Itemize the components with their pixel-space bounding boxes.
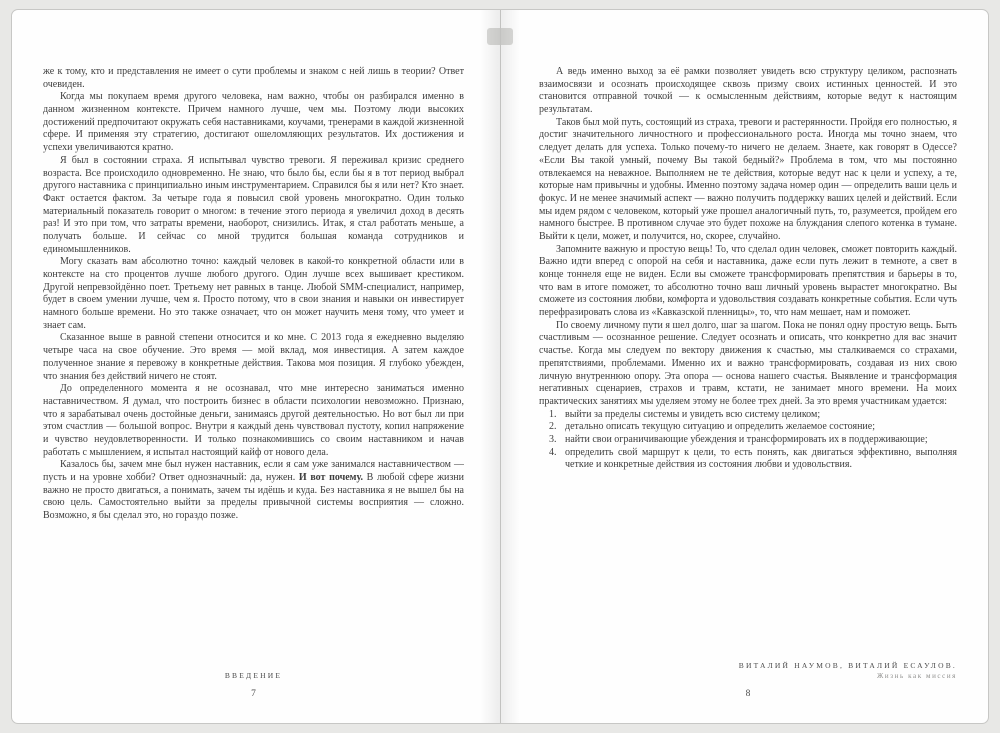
text-run: До определенного момента я не осознавал, что мне интересно заниматься именно наставничеством. Я думал, что построить бизнес в области психологии невозможно. Признаю, что я зарабатывал очень достойные деньги, занимаясь другой деятельностью. Но вот был ли при этом счастлив — большой вопрос. Внутри я каждый день чувствовал пустоту, копил напряжение и чувство неудовлетворенности. И только познакомившись со своим наставником и начав работать с мышлением, я испытал настоящий кайф от нового дела.: [43, 383, 464, 458]
text-run: Могу сказать вам абсолютно точно: каждый человек в какой-то конкретной области или в контексте на сто процентов лучше любого другого. Один лучше всех вышивает крестиком. Другой непревзойдённо поет. Третьему нет равных в танце. Любой SMM-специалист, например, будет в своем умении лучше, чем я. Просто потому, что в свои знания и навыки он инвестирует намного больше времени. Но это также означает, что он может научить меня тому, что умеет и знает сам.: [43, 256, 464, 331]
right-text-column: [539, 66, 957, 666]
list-item-text: найти свои ограничивающие убеждения и трансформировать их в поддерживающие;: [565, 433, 928, 445]
paragraph: [43, 459, 464, 522]
bold-text-run: И вот почему.: [298, 472, 363, 483]
book-spread: [11, 9, 989, 724]
text-run: Когда мы покупаем время другого человека, нам важно, чтобы он разбирался именно в данном жизненном контексте. Причем намного лучше, чем мы. Поэтому люди высоких достижений предпочитают окружать себя наставниками, коучами, тренерами в каждой жизненной сфере. И применяя эту стратегию, достигают ошеломляющих результатов. Их достижения и успехи увеличиваются кратно.: [43, 91, 464, 154]
paragraph: [539, 66, 957, 117]
list-item: [549, 421, 957, 434]
left-text-column: [43, 66, 464, 666]
paragraph: [43, 91, 464, 154]
text-run: А ведь именно выход за её рамки позволяет увидеть всю структуру целиком, распознать взаимосвязи и осознать происходящее сквозь призму своих истинных ценностей. И это становится отправной точкой — к осмысленным действиям, которые ведут к настоящим результатам.: [539, 66, 957, 116]
paragraph: [539, 244, 957, 320]
text-run: Сказанное выше в равной степени относится и ко мне. С 2013 года я ежедневно выделяю четыре часа на свое обучение. Это время — мой вклад, моя инвестиция. А затем каждое полученное знание я перевожу в конкретные действия. Такова моя позиция. Я глубоко убежден, что знания без действий ничего не стоят.: [43, 332, 464, 382]
right-page-number: 8: [745, 689, 751, 699]
numbered-list: [539, 409, 957, 472]
text-run: В любой сфере жизни важно не просто двигаться, а понимать, зачем ты идёшь и куда. Без наставника я не вышел бы на свою цель. Самостоятельно выйти за пределы привычной системы восприятия — сложно. Возможно, я бы сделал это, но гораздо позже.: [43, 472, 464, 522]
paragraph: [43, 383, 464, 459]
list-item-number: 4.: [549, 446, 557, 458]
text-run: Запомните важную и простую вещь! То, что сделал один человек, сможет повторить каждый. Важно идти вперед с опорой на себя и наставника, даже если путь лежит в темноте, а свет в конце тоннеля еще не виден. Если вы сможете трансформировать препятствия и барьеры в то, что вам в итоге поможет, то абсолютно точно ваш личный уровень вырастет многократно. Вы сможете из состояния любви, комфорта и удовольствия создавать конкретные события. Если чуть перефразировать слова из «Кавказской пленницы», то, что нам мешает, нам и поможет.: [539, 243, 957, 319]
text-run: Казалось бы, зачем мне был нужен наставник, если я сам уже занимался наставничеством — пусть и на уровне хобби? Ответ однозначный: да, нужен.: [43, 459, 464, 483]
text-run: же к тому, кто и представления не имеет о сути проблемы и знаком с ней лишь в теории? Ответ очевиден.: [43, 66, 464, 90]
paragraph: [539, 320, 957, 409]
list-item-text: детально описать текущую ситуацию и определить желаемое состояние;: [565, 421, 875, 433]
list-item: [549, 434, 957, 447]
paragraph: [43, 66, 464, 91]
paragraph: [43, 256, 464, 332]
page-left: [12, 10, 501, 723]
page-right: [499, 10, 988, 723]
list-item-number: 3.: [549, 433, 557, 445]
book-title-running-head: Жизнь как миссия: [877, 672, 957, 680]
paragraph: [43, 332, 464, 383]
authors-running-head: ВИТАЛИЙ НАУМОВ, ВИТАЛИЙ ЕСАУЛОВ.: [738, 661, 957, 670]
left-page-number: 7: [251, 689, 256, 699]
chapter-running-head: ВВЕДЕНИЕ: [224, 671, 283, 680]
list-item-text: выйти за пределы системы и увидеть всю систему целиком;: [565, 408, 821, 420]
list-item: [549, 409, 957, 422]
paragraph: [539, 117, 957, 244]
list-item: [549, 447, 957, 472]
list-item-text: определить свой маршрут к цели, то есть понять, как двигаться эффективно, выполняя четкие и конкретные действия из состояния любви и удовольствия.: [565, 446, 957, 471]
right-page-footer: [539, 661, 957, 699]
list-item-number: 1.: [549, 408, 557, 420]
text-run: Я был в состоянии страха. Я испытывал чувство тревоги. Я переживал кризис среднего возраста. Все происходило одновременно. Не знаю, что было бы, если бы я в тот период выбрал другого наставника с принципиально иным инструментарием. Справился бы я или нет? Кто знает. Факт остается фактом. За четыре года я повысил свой уровень многократно. Один только материальный показатель говорит о многом: в течение этого периода я увеличил доход в десять раз! И это при том, что затраты времени, наоборот, снизились. Итак, я стал работать меньше, а получать больше. И сейчас со мной трудится большая команда сотрудников и единомышленников.: [43, 154, 464, 255]
left-page-footer: [43, 671, 464, 699]
paragraph: [43, 155, 464, 257]
list-item-number: 2.: [549, 421, 557, 433]
text-run: Таков был мой путь, состоящий из страха, тревоги и растерянности. Пройдя его полностью, я достиг значительного личностного и профессионального роста. Иногда мы точно знаем, что следует делать для успеха. Только почему-то ничего не делаем. Знаете, как говорят в Одессе? «Если Вы такой умный, почему Вы такой бедный?» Проблема в том, что мы постоянно отвлекаемся на неважное. Выполняем не те действия, которые ведут нас к цели и успеху, а те, которые нам привычны и удобны. Именно поэтому задача номер один — определить ваши цель и фокус. И не менее значимый аспект — важно получить поддержку ваших целей и действий. Если мы идем рядом с человеком, который уже прошел аналогичный путь, то, разумеется, пройдем его намного быстрее. В противном случае это будет похоже на блуждания слепого котенка в тумане. Выйти к цели, может, и получится, но, скорее, случайно.: [539, 116, 957, 242]
text-run: По своему личному пути я шел долго, шаг за шагом. Пока не понял одну простую вещь. Быть счастливым — осознанное решение. Следует осознать и описать, что конкретно для вас значит счастье. Когда мы следуем по вектору движения к счастью, мы сталкиваемся со страхами, препятствиями, проблемами. Именно их и важно трансформировать, создавая из них свою личную внутреннюю опору. Эта опора — основа нашего счастья. Выявление и трансформация негативных сценариев, страхов и травм, кстати, не занимает много времени. На моих практических занятиях мы уделяем этому не более трех дней. За это время участникам удается:: [539, 319, 957, 407]
